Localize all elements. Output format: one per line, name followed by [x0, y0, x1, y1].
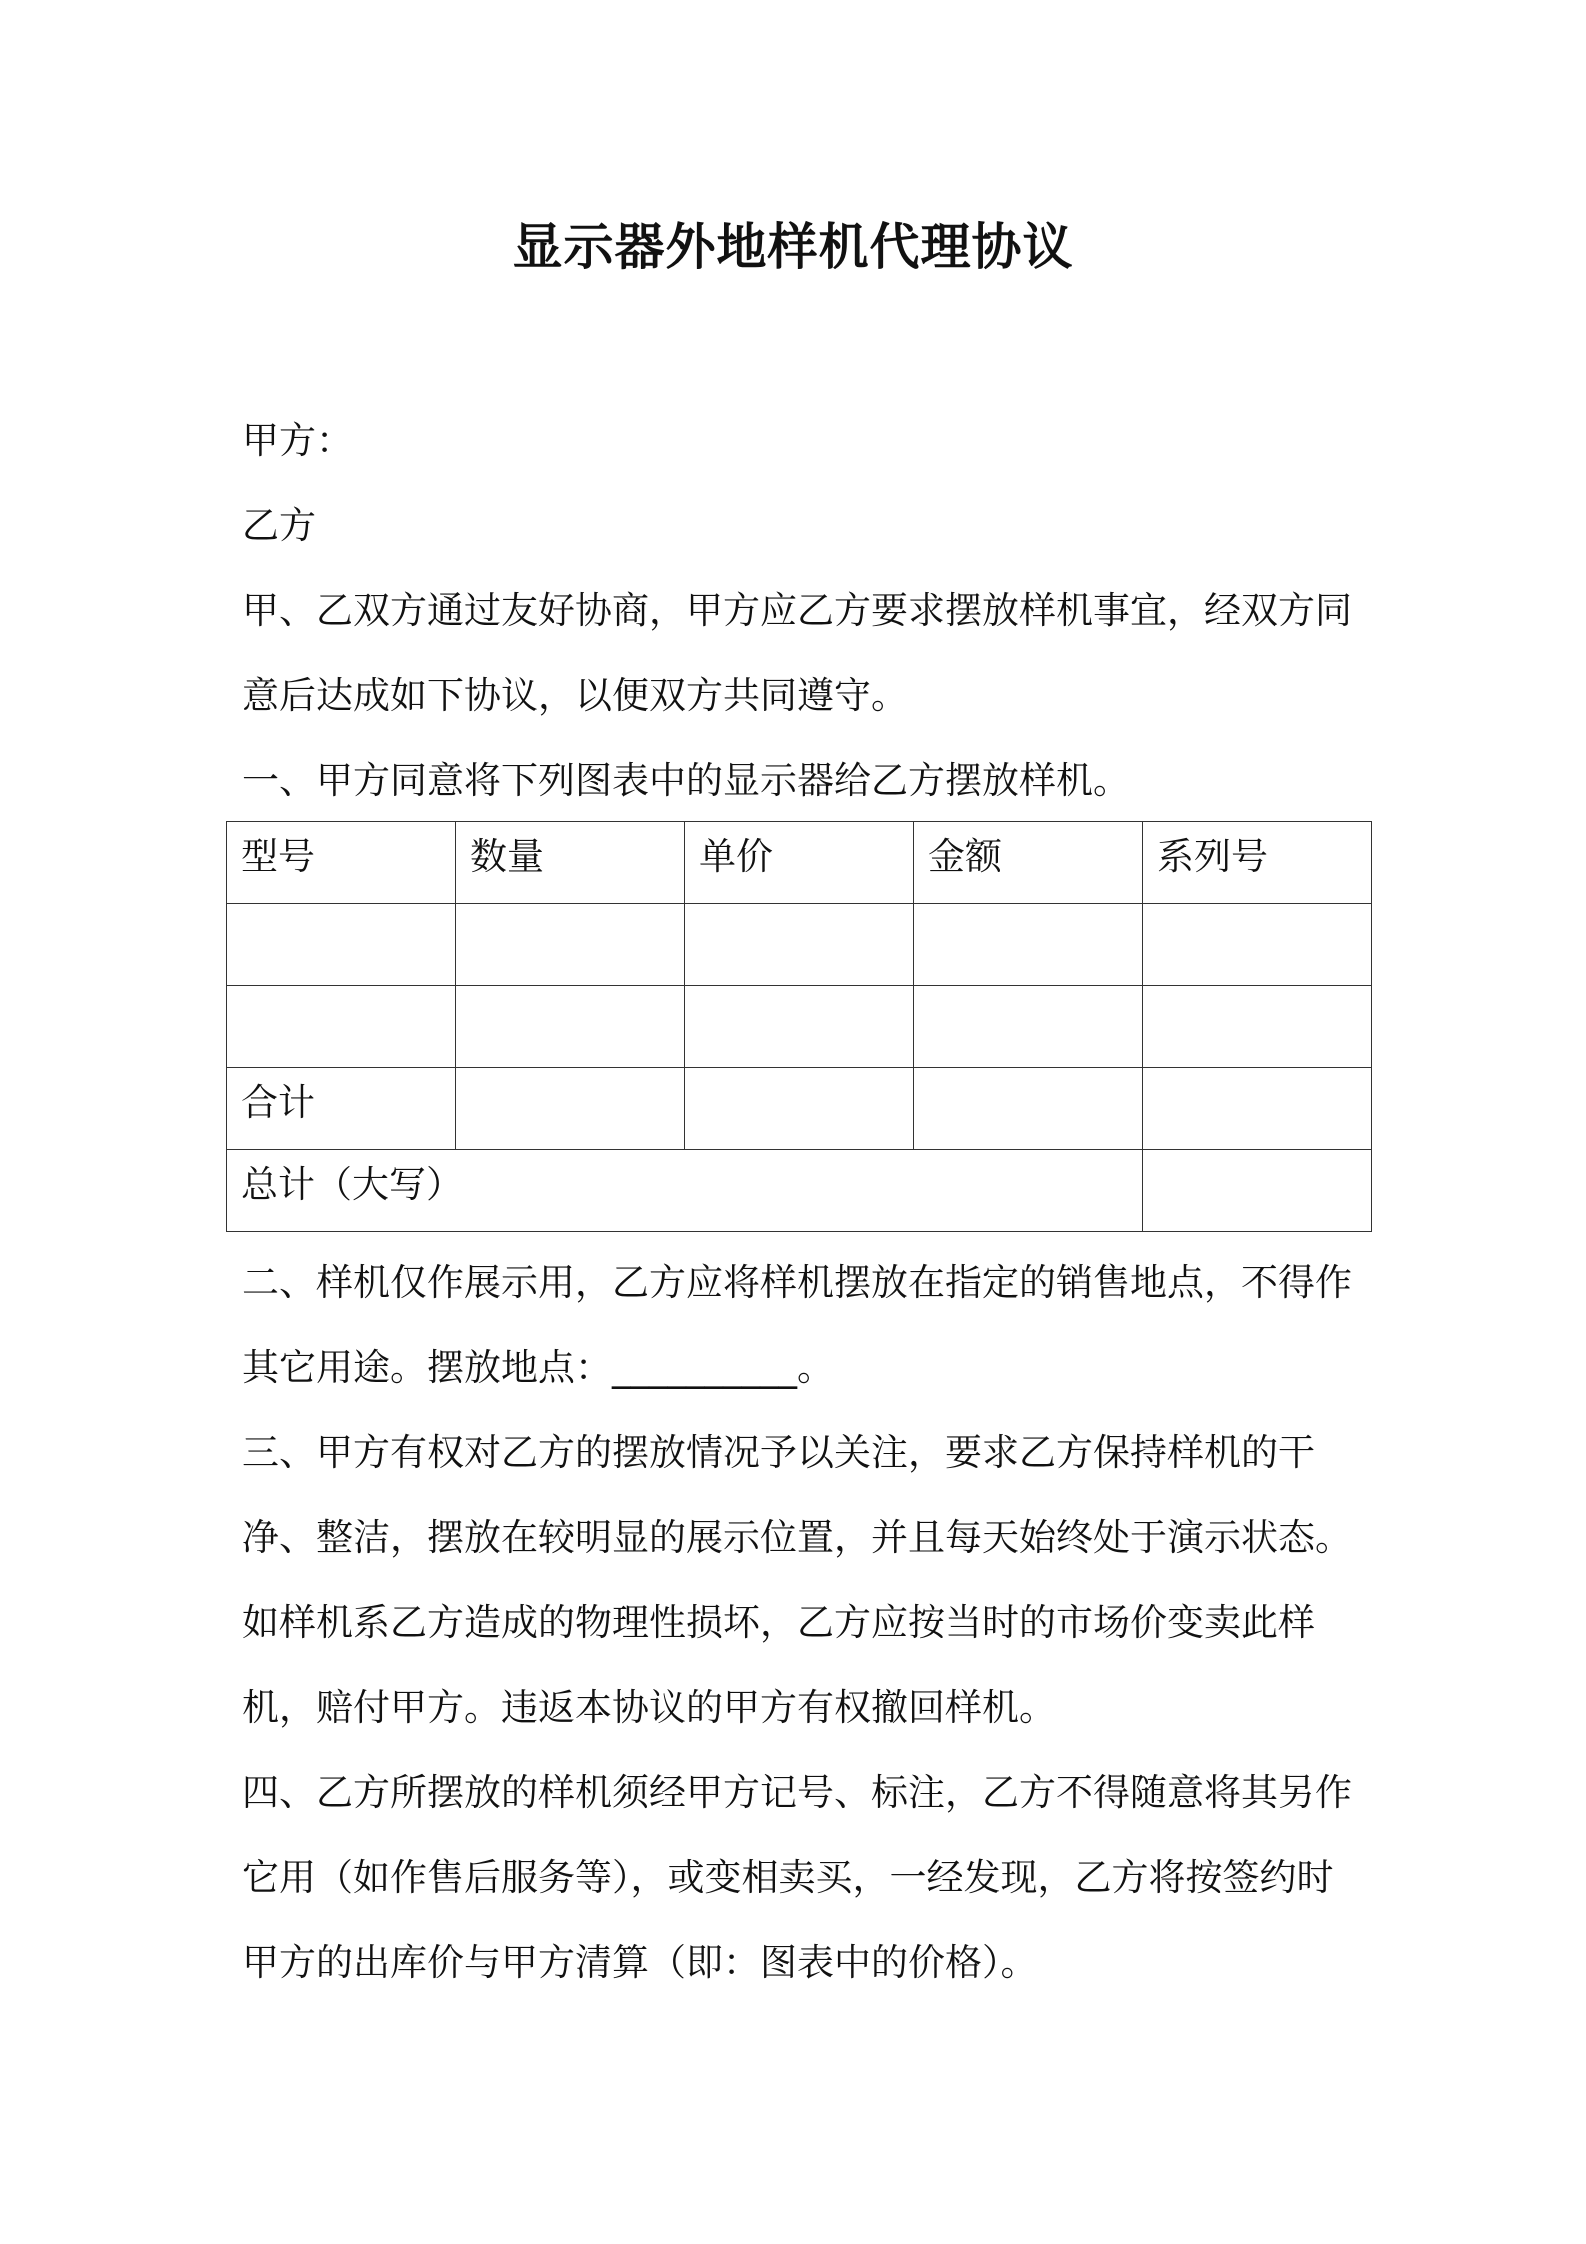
table-cell [685, 1068, 914, 1150]
party-a-line: 甲方： [242, 419, 353, 462]
table-cell [456, 904, 685, 986]
table-cell [1143, 986, 1372, 1068]
clauses-section [242, 1240, 1362, 2005]
table-cell [685, 904, 914, 986]
header-cell-serial: 系列号 [1143, 822, 1372, 904]
table-cell [227, 986, 456, 1068]
header-cell-amount: 金额 [914, 822, 1143, 904]
sample-items-table [226, 821, 1372, 1232]
table-cell [227, 904, 456, 986]
header-cell-unit-price: 单价 [685, 822, 914, 904]
table-cell [1143, 1150, 1372, 1232]
table-cell [685, 986, 914, 1068]
clause-3: 三、甲方有权对乙方的摆放情况予以关注，要求乙方保持样机的干净、整洁，摆放在较明显的展示位置，并且每天始终处于演示状态。如样机系乙方造成的物理性损坏，乙方应按当时的市场价变卖此样机，赔付甲方。违返本协议的甲方有权撤回样机。 [242, 1431, 1352, 1729]
subtotal-row [227, 1068, 1372, 1150]
header-cell-model: 型号 [227, 822, 456, 904]
header-section [242, 398, 1362, 823]
table-header-row [227, 822, 1372, 904]
total-label: 总计（大写） [227, 1150, 1143, 1232]
intro-paragraph: 甲、乙双方通过友好协商，甲方应乙方要求摆放样机事宜，经双方同意后达成如下协议，以便双方共同遵守。 [242, 589, 1352, 717]
table-cell [914, 1068, 1143, 1150]
party-b-line: 乙方 [242, 504, 316, 547]
clause-2: 二、样机仅作展示用，乙方应将样机摆放在指定的销售地点，不得作其它用途。摆放地点：__________。 [242, 1261, 1352, 1389]
table-cell [456, 986, 685, 1068]
table-cell [1143, 904, 1372, 986]
header-cell-quantity: 数量 [456, 822, 685, 904]
subtotal-label: 合计 [227, 1068, 456, 1150]
total-row [227, 1150, 1372, 1232]
table-cell [1143, 1068, 1372, 1150]
clause-4: 四、乙方所摆放的样机须经甲方记号、标注，乙方不得随意将其另作它用（如作售后服务等），或变相卖买，一经发现，乙方将按签约时甲方的出库价与甲方清算（即：图表中的价格）。 [242, 1771, 1352, 1984]
table-cell [456, 1068, 685, 1150]
clause-1: 一、甲方同意将下列图表中的显示器给乙方摆放样机。 [242, 759, 1130, 802]
table-row [227, 904, 1372, 986]
table-cell [914, 986, 1143, 1068]
table-row [227, 986, 1372, 1068]
document-title: 显示器外地样机代理协议 [512, 218, 1074, 276]
table-cell [914, 904, 1143, 986]
